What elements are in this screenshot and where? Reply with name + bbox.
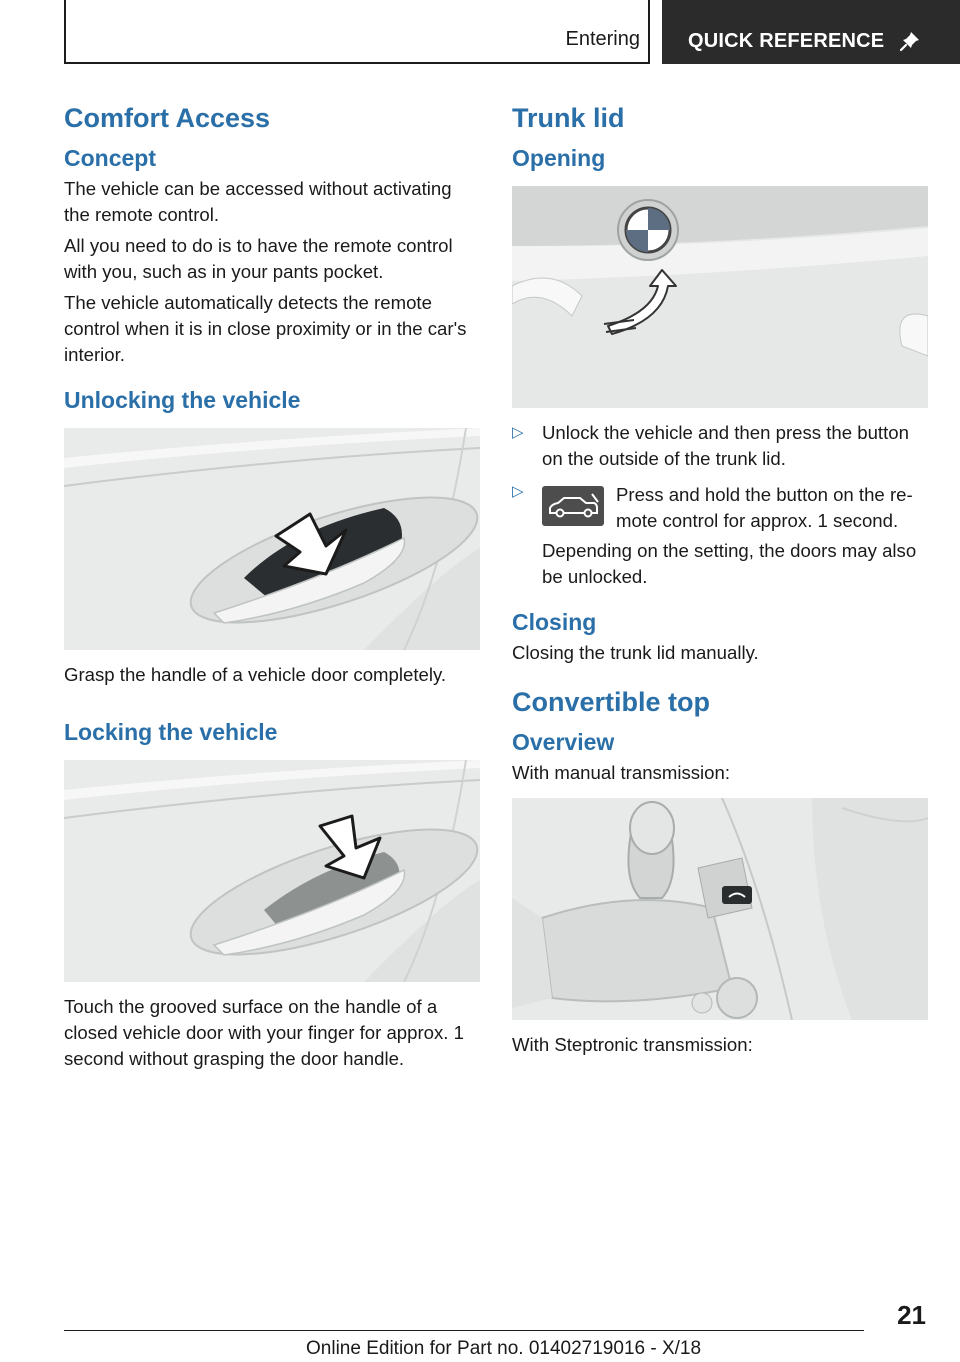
step-bullet: ▷ xyxy=(512,483,524,500)
concept-paragraph-3: The vehicle automatically detects the remote control when it is in close proximity or in the car's interior. xyxy=(64,292,467,365)
chapter-title: QUICK REFERENCE xyxy=(688,30,885,52)
closing-text: Closing the trunk lid manually. xyxy=(512,642,759,663)
chapter-tab[interactable] xyxy=(662,0,960,64)
locking-heading: Locking the vehicle xyxy=(64,719,278,745)
section-title: Entering xyxy=(565,28,640,50)
car-trunk-key-icon xyxy=(542,486,604,526)
pin-icon xyxy=(898,29,922,53)
concept-paragraph-1: The vehicle can be accessed without activating the remote control. xyxy=(64,178,452,225)
concept-heading: Concept xyxy=(64,145,156,171)
overview-heading: Overview xyxy=(512,729,615,755)
trunk-lid-title: Trunk lid xyxy=(512,103,625,133)
lock-instruction: Touch the grooved surface on the handle of a closed vehicle door with your finger for approx. 1 second without grasping the door handle. xyxy=(64,996,464,1069)
page-number: 21 xyxy=(897,1300,926,1330)
unlocking-heading: Unlocking the vehicle xyxy=(64,387,301,413)
door-handle-illustration xyxy=(64,428,480,650)
header-section-box xyxy=(64,0,650,64)
edition-footer: Online Edition for Part no. 01402719016 - X/18 xyxy=(306,1338,702,1359)
convertible-top-title: Convertible top xyxy=(512,687,711,717)
trunk-button-figure xyxy=(512,186,928,408)
unlock-instruction: Grasp the handle of a vehicle door completely. xyxy=(64,664,447,685)
step-2-note: Depending on the setting, the doors may also be unlocked. xyxy=(542,540,917,587)
manual-transmission-figure xyxy=(512,798,928,1020)
closing-heading: Closing xyxy=(512,609,597,635)
footer-divider xyxy=(64,1330,864,1331)
right-column xyxy=(512,100,928,1063)
trunk-step-2 xyxy=(512,482,928,538)
lock-door-handle-figure xyxy=(64,760,480,982)
steptronic-transmission-text: With Steptronic transmission: xyxy=(512,1034,753,1055)
step-bullet: ▷ xyxy=(512,424,524,441)
trunk-step-1 xyxy=(512,420,928,472)
unlock-door-handle-figure xyxy=(64,428,480,650)
comfort-access-title: Comfort Access xyxy=(64,103,271,133)
trunk-button-illustration xyxy=(512,186,928,408)
door-handle-illustration xyxy=(64,760,480,982)
step-2-text: Press and hold the button on the re‐mote control for approx. 1 second. xyxy=(616,484,913,531)
step-1-text: Unlock the vehicle and then press the button on the outside of the trunk lid. xyxy=(542,422,909,469)
left-column xyxy=(64,100,480,1077)
concept-paragraph-2: All you need to do is to have the remote control with you, such as in your pants pocket. xyxy=(64,235,453,282)
gear-console-illustration xyxy=(512,798,928,1020)
opening-heading: Opening xyxy=(512,145,606,171)
manual-transmission-text: With manual transmission: xyxy=(512,762,731,783)
